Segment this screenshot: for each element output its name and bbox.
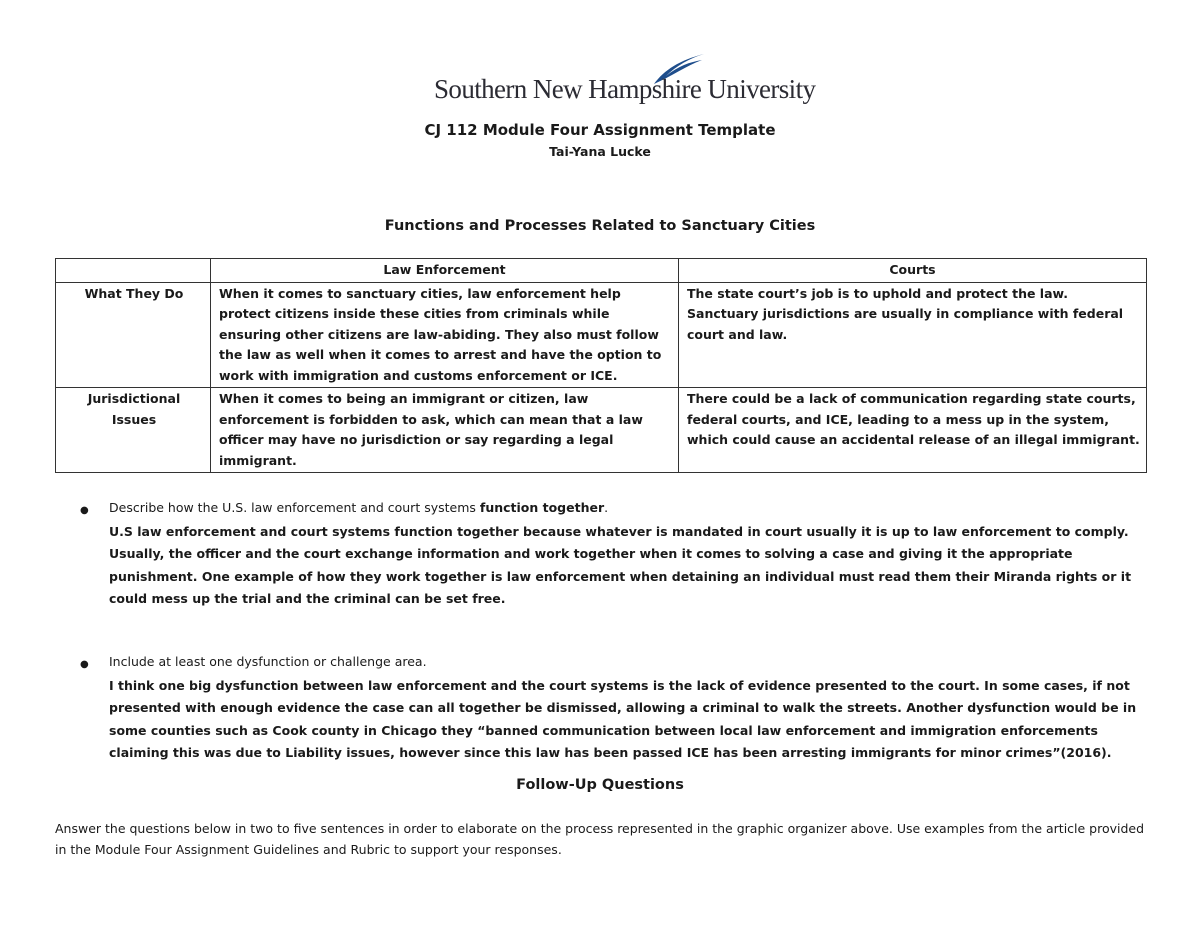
followup-instructions: Answer the questions below in two to five sentences in order to elaborate on the process represented in the graphic organizer above. Use examples from the article provided in the Module Four Assignment Guidelines and Rubric to support your responses. <box>55 821 1145 857</box>
table-row <box>56 282 1147 388</box>
author-name: Tai-Yana Lucke <box>549 144 651 159</box>
bullet-prompt: Describe how the U.S. law enforcement and court systems function together. <box>109 500 609 515</box>
table-cell: There could be a lack of communication regarding state courts, federal courts, and ICE, leading to a mess up in the system, which could cause an accidental release of an illegal immigrant. <box>679 388 1147 473</box>
bullet-dot-icon: ● <box>80 659 89 670</box>
table-cell: When it comes to sanctuary cities, law enforcement help protect citizens inside these cities from criminals while ensuring other citizens are law-abiding. They also must follow the law as well when it comes to arrest and have the option to work with immigration and customs enforcement or ICE. <box>211 282 679 388</box>
table-row <box>56 388 1147 473</box>
bullet-answer: U.S law enforcement and court systems function together because whatever is mandated in court usually it is up to law enforcement to comply. Usually, the officer and the court exchange information and work together when it comes to solving a case and giving it the appropriate punishment. One example of how they work together is law enforcement when detaining an individual must read them their Miranda rights or it could mess up the trial and the criminal can be set free. <box>109 524 1132 606</box>
row-label: What They Do <box>56 282 211 388</box>
table-cell: When it comes to being an immigrant or citizen, law enforcement is forbidden to ask, which can mean that a law officer may have no jurisdiction or say regarding a legal immigrant. <box>211 388 679 473</box>
table-cell: The state court’s job is to uphold and protect the law. Sanctuary jurisdictions are usually in compliance with federal court and law. <box>679 282 1147 388</box>
table-header-cell <box>56 259 211 283</box>
row-label: Jurisdictional Issues <box>56 388 211 473</box>
bullet-answer: I think one big dysfunction between law enforcement and the court systems is the lack of evidence presented to the court. In some cases, if not presented with enough evidence the case can all together be dismissed, allowing a criminal to walk the streets. Another dysfunction would be in some counties such as Cook county in Chicago they “banned communication between local law enforcement and immigration enforcements claiming this was due to Liability issues, however since this law has been passed ICE has been arresting immigrants for minor crimes”(2016). <box>109 678 1137 760</box>
bullet-prompt: Include at least one dysfunction or challenge area. <box>109 654 427 669</box>
section-title: Functions and Processes Related to Sanctuary Cities <box>384 218 816 234</box>
university-name: Southern New Hampshire University <box>434 74 816 104</box>
bullet-dot-icon: ● <box>80 505 89 516</box>
organizer-table <box>55 258 1147 473</box>
table-header-cell: Law Enforcement <box>211 259 679 283</box>
followup-title: Follow-Up Questions <box>516 777 684 793</box>
table-header-row <box>56 259 1147 283</box>
document-title: CJ 112 Module Four Assignment Template <box>424 121 776 139</box>
table-header-cell: Courts <box>679 259 1147 283</box>
university-logo <box>434 52 816 104</box>
